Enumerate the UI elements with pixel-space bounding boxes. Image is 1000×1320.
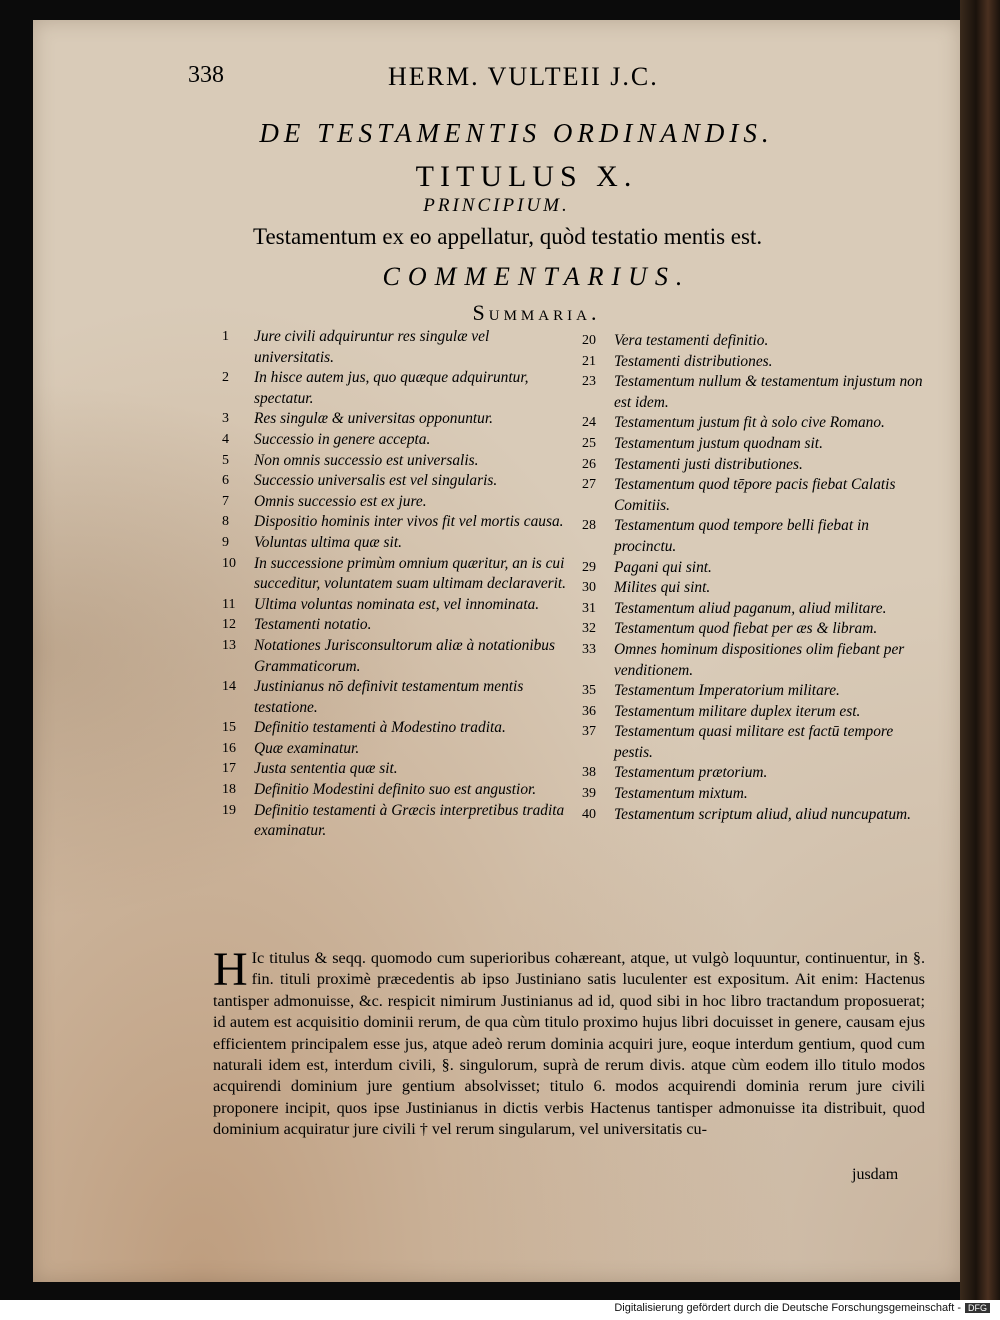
entry-text: Testamentum nullum & testamentum injustum non est idem. [614,373,923,411]
summary-entry [222,368,567,409]
summaria-heading: Summaria. [472,300,601,325]
entry-text: Testamentum quod fiebat per æs & libram. [614,620,878,638]
entry-text: Testamentum quod tēpore pacis fiebat Calatis Comitiis. [614,476,896,514]
entry-number: 10 [222,555,236,571]
entry-text: Dispositio hominis inter vivos fit vel mortis causa. [254,513,564,531]
summary-entry [222,471,567,492]
entry-number: 12 [222,617,236,633]
summary-entry [582,702,927,723]
entry-number: 20 [582,333,596,348]
entry-number: 15 [222,720,236,736]
entry-text: Voluntas ultima quæ sit. [254,533,402,551]
entry-number: 5 [222,452,229,468]
entry-number: 38 [582,765,596,781]
entry-text: Omnis successio est ex jure. [254,492,427,510]
summaria-list-right [582,331,927,825]
summary-entry [222,718,567,739]
summary-entry [582,372,927,413]
entry-text: Jure civili adquiruntur res singulæ vel universitatis. [254,328,490,366]
summary-entry [582,455,927,476]
summary-entry [582,763,927,784]
summary-entry [582,475,927,516]
entry-text: Testamentum justum fit à solo cive Romano. [614,414,885,432]
summary-entry [222,595,567,616]
summary-entry [582,558,927,579]
entry-text: Definitio Modestini definito suo est angustior. [254,781,537,799]
entry-number: 24 [582,415,596,431]
entry-number: 28 [582,518,596,534]
entry-number: 35 [582,683,596,699]
entry-number: 33 [582,641,596,657]
catchword: jusdam [852,1166,899,1183]
summary-entry [582,599,927,620]
summaria-list-left [222,327,567,842]
entry-number: 11 [222,596,236,612]
entry-text: Testamentum aliud paganum, aliud militare. [614,599,887,617]
summary-entry [582,681,927,702]
entry-number: 25 [582,435,596,451]
entry-text: Ultima voluntas nominata est, vel innominata. [254,595,540,613]
summary-entry [222,409,567,430]
footer-credit [614,1302,990,1314]
entry-text: Testamentum quasi militare est factū tempore pestis. [614,723,894,761]
entry-number: 4 [222,431,229,447]
entry-text: Omnes hominum dispositiones olim fiebant per venditionem. [614,640,905,679]
running-header [188,60,788,100]
entry-text: Successio universalis est vel singularis. [254,472,498,490]
summary-entry [582,722,927,763]
entry-number: 40 [582,806,596,822]
entry-text: Testamenti justi distributiones. [614,455,803,473]
summary-entry [222,512,567,533]
summary-entry [582,640,927,681]
entry-number: 14 [222,679,236,695]
summary-entry [222,677,567,718]
entry-text: Justa sententia quæ sit. [254,760,398,778]
entry-number: 26 [582,456,596,472]
summary-entry [582,805,927,826]
summary-entry [222,492,567,513]
summary-entry [582,516,927,557]
entry-number: 39 [582,786,596,802]
entry-text: In successione primùm omnium quæritur, an is cui succeditur, voluntatem suam ultimam declaraverit. [254,554,567,593]
summary-entry [222,759,567,780]
entry-text: Pagani qui sint. [614,558,712,576]
entry-number: 32 [582,621,596,637]
entry-text: Definitio testamenti à Modestino tradita. [254,719,506,737]
entry-number: 18 [222,782,236,798]
entry-text: Testamentum militare duplex iterum est. [614,702,861,720]
principium-label: PRINCIPIUM. [423,195,570,216]
entry-text: Quæ examinatur. [254,739,360,757]
entry-text: Testamentum mixtum. [614,785,748,803]
summary-entry [582,331,927,352]
entry-number: 13 [222,637,236,653]
page-number: 338 [188,62,224,88]
entry-text: In hisce autem jus, quo quæque adquiruntur, spectatur. [254,369,529,407]
entry-number: 1 [222,329,229,344]
entry-number: 31 [582,600,596,616]
entry-number: 21 [582,353,596,369]
summary-entry [582,784,927,805]
entry-text: Justinianus nō definivit testamentum mentis testatione. [254,678,524,716]
footer-credit-text: Digitalisierung gefördert durch die Deutsche Forschungsgemeinschaft - [614,1302,961,1314]
entry-number: 8 [222,514,229,530]
summary-entry [222,451,567,472]
entry-number: 30 [582,580,596,596]
entry-text: Testamentum Imperatorium militare. [614,682,840,700]
chapter-title: DE TESTAMENTIS ORDINANDIS. [259,118,774,148]
dfg-logo: DFG [965,1303,990,1313]
entry-text: Testamenti distributiones. [614,352,773,370]
book-edge [960,0,1000,1300]
entry-number: 19 [222,802,236,818]
summary-entry [222,327,567,368]
entry-text: Testamentum scriptum aliud, aliud nuncupatum. [614,805,911,823]
entry-text: Testamentum justum quodnam sit. [614,434,823,452]
entry-text: Notationes Jurisconsultorum aliæ à notationibus Grammaticorum. [254,636,555,675]
summary-entry [222,554,567,595]
body-text: Ic titulus & seqq. quomodo cum superioribus cohæreant, atque, ut vulgò loquuntur, continuentur, in §. fin. tituli proximè præcedentis ab ipso Justiniano satis luculenter est expositum. Ait enim: Hactenus tantisper admonuisse, &c. respicit nimirum Justinianus ad id, quod sibi in hoc libro tractandum proposuerat; id autem est acquisitio dominii rerum, de qua cùm titulo proximo hujus libri docuisset in genere, causam ejus efficientem principalem esse jus, atque adeò rerum dominia acquiri jure, eoque interdum gentium, quod cum naturali idem est, interdum civili, §. singulorum, suprà de rerum divis. atque cùm eodem illo titulo modos acquirendi dominium jure gentium absolvisset; titulo 6. modos acquirendi dominia rerum jure civili proponere incipit, quos ipse Justinianus in dictis verbis Hactenus tantisper admonuisse ita distribuit, quod dominium acquiratur jure civili † vel rerum singularum, vel universitatis cu- [213,949,925,1139]
summary-entry [222,739,567,760]
entry-number: 27 [582,477,596,493]
summary-entry [582,413,927,434]
entry-number: 16 [222,740,236,756]
summary-entry [222,801,567,842]
entry-text: Successio in genere accepta. [254,430,431,448]
entry-number: 36 [582,703,596,719]
summary-entry [582,578,927,599]
summary-entry [222,636,567,677]
summary-entry [582,619,927,640]
entry-number: 2 [222,370,229,386]
summary-entry [222,430,567,451]
entry-text: Testamenti notatio. [254,616,372,634]
entry-number: 6 [222,473,229,489]
entry-text: Res singulæ & universitas opponuntur. [254,410,493,428]
entry-number: 23 [582,374,596,390]
entry-text: Testamentum prætorium. [614,764,768,782]
principium-text: Testamentum ex eo appellatur, quòd testatio mentis est. [253,224,763,249]
entry-number: 29 [582,559,596,575]
summary-entry [222,615,567,636]
entry-text: Testamentum quod tempore belli fiebat in procinctu. [614,517,869,555]
entry-number: 37 [582,724,596,740]
body-paragraph [213,943,925,1141]
titulus-heading: TITULUS X. [415,160,638,193]
entry-number: 9 [222,534,229,550]
drop-initial: H [213,943,248,996]
entry-number: 7 [222,493,229,509]
entry-text: Milites qui sint. [614,579,711,597]
entry-number: 17 [222,761,236,777]
summary-entry [582,352,927,373]
commentarius-heading: COMMENTARIUS. [382,262,691,291]
running-title: HERM. VULTEII J.C. [388,62,659,91]
summary-entry [222,533,567,554]
entry-text: Definitio testamenti à Græcis interpretibus tradita examinatur. [254,801,565,840]
entry-text: Non omnis successio est universalis. [254,451,479,469]
summary-entry [582,434,927,455]
summary-entry [222,780,567,801]
entry-text: Vera testamenti definitio. [614,332,769,349]
entry-number: 3 [222,411,229,427]
